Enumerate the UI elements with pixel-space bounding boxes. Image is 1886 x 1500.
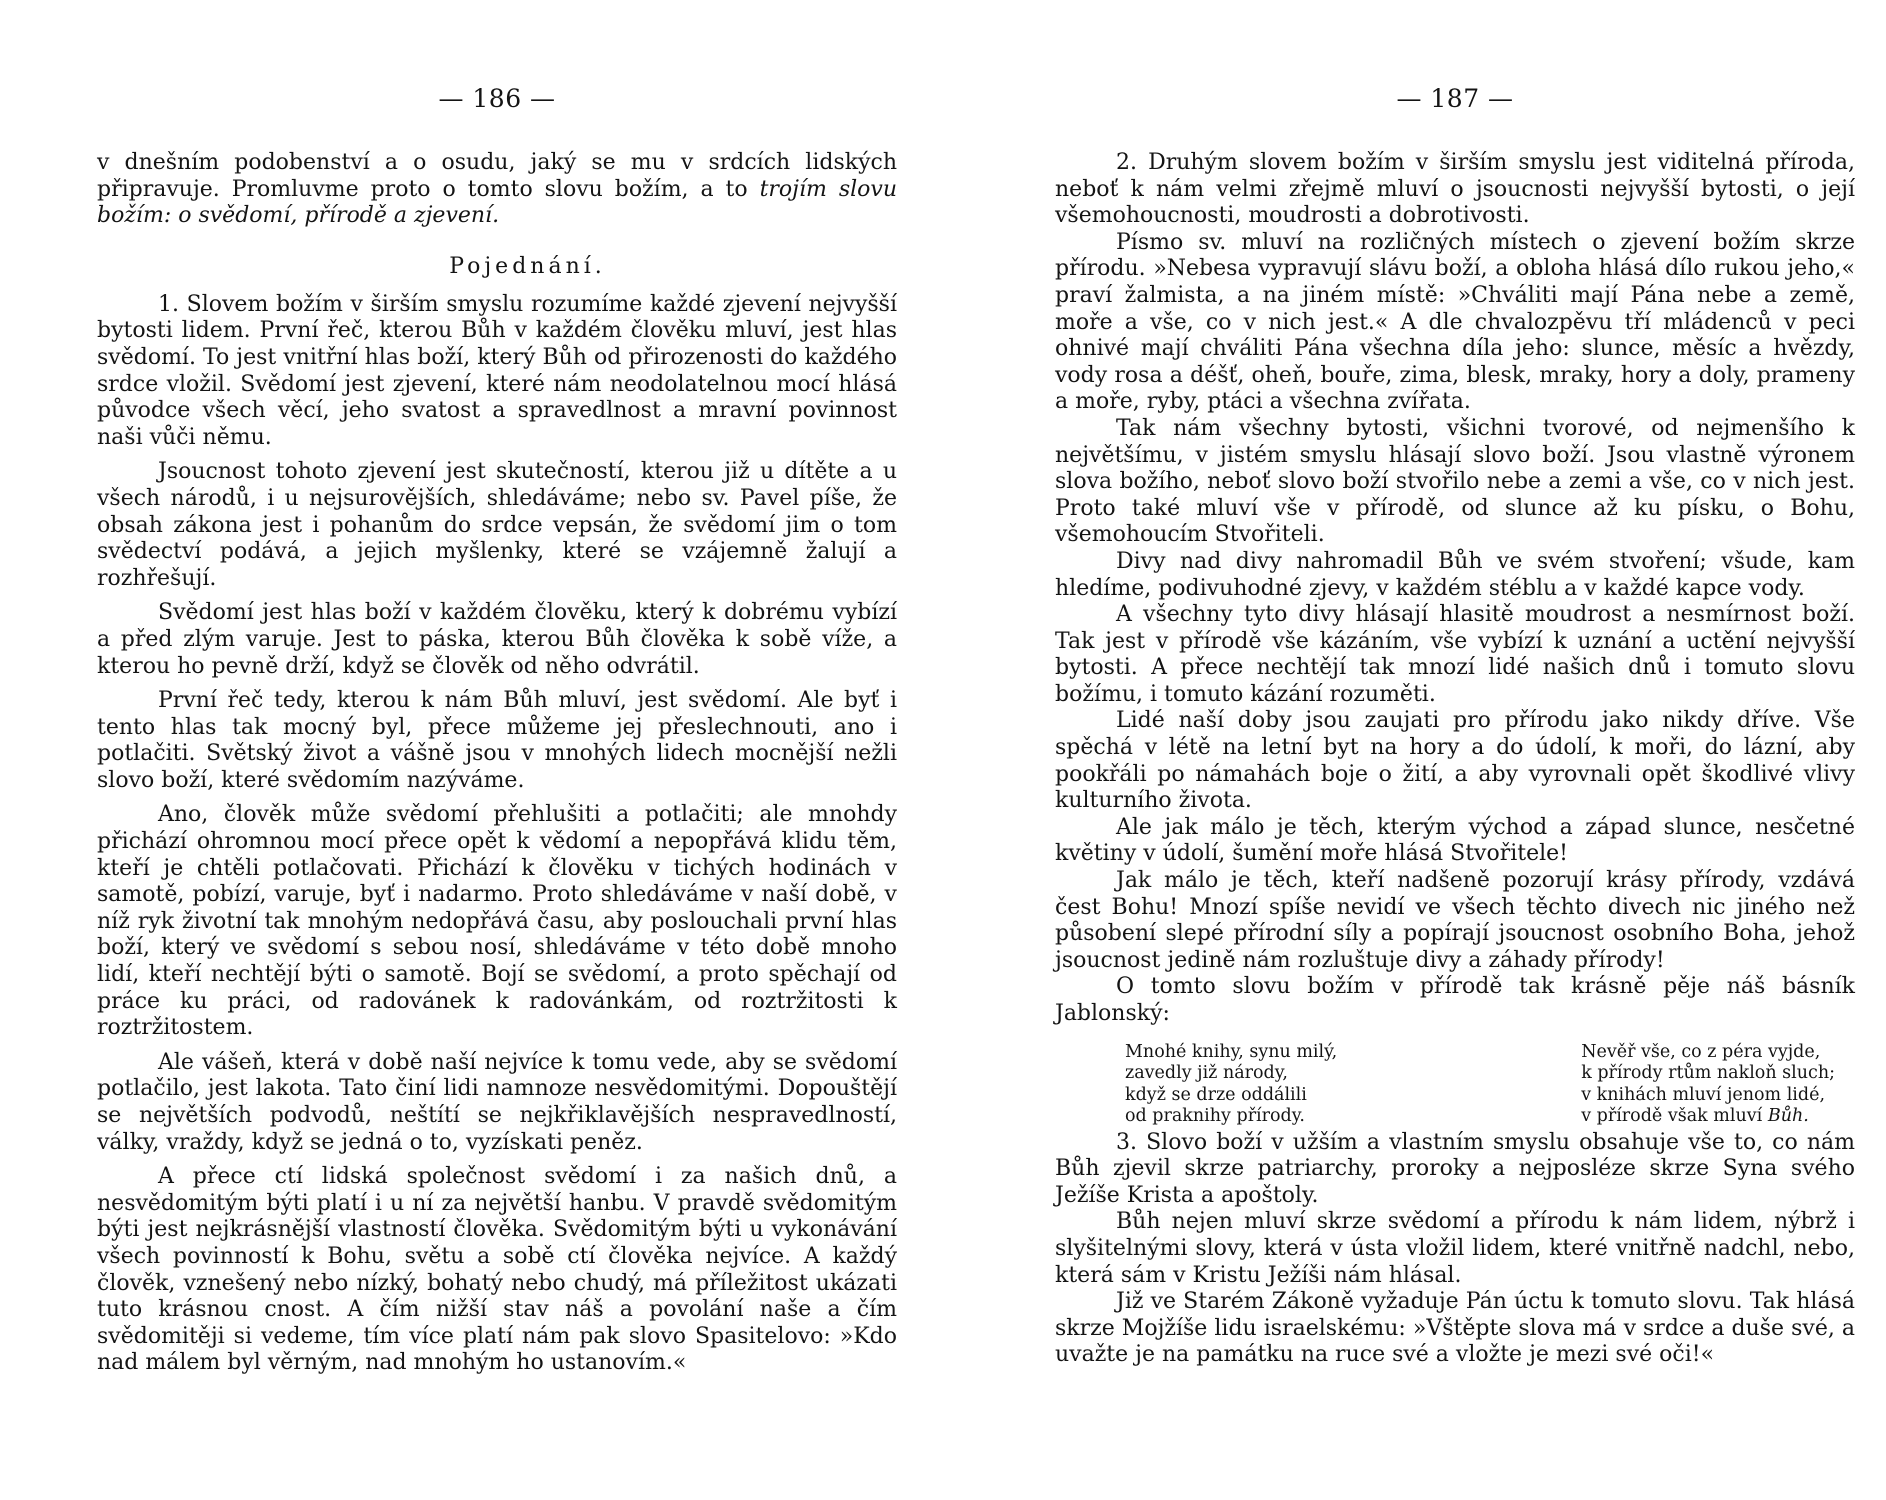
paragraph: Jak málo je těch, kteří nadšeně pozorují krásy přírody, vzdává čest Bohu! Mnozí spíše nevidí ve všech těchto divech nic jiného než působení slepé přírodní síly a popírají jsoucnost osobního Boha, jehož jsoucnost jedině nám rozluštuje divy a záhady přírody! xyxy=(1055,868,1855,973)
paragraph: Ale jak málo je těch, kterým východ a západ slunce, nesčetné květiny v údolí, šumění moře hlásá Stvořitele! xyxy=(1055,814,1855,867)
poem-line: Nevěř vše, co z péra vyjde, xyxy=(1581,1041,1821,1062)
paragraph: O tomto slovu božím v přírodě tak krásně pěje náš básník Jablonský: xyxy=(1055,974,1855,1026)
paragraph: Bůh nejen mluví skrze svědomí a přírodu k nám lidem, nýbrž i slyšitelnými slovy, která v ústa vložil lidem, které vnitřně nadchl, nebo, která sám v Kristu Ježíši nám hlásal. xyxy=(1055,1209,1855,1288)
poem-stanza-right xyxy=(1581,1042,1835,1128)
poem-line: k přírody rtům nakloň sluch; xyxy=(1581,1063,1835,1084)
paragraph: A všechny tyto divy hlásají hlasitě moudrost a nesmírnost boží. Tak jest v přírodě vše kázáním, vše vybízí k uznání a uctění nejvyšší bytosti. A přece nechtějí tak mnozí lidé našich dnů i tomuto slovu božímu, i tomuto kázání rozuměti. xyxy=(1055,602,1855,707)
poem-line: v přírodě však mluví Bůh. xyxy=(1581,1106,1809,1127)
paragraph: A přece ctí lidská společnost svědomí i za našich dnů, a nesvědomitým býti platí i u ní za největší hanbu. V pravdě svědomitým býti jest nejkrásnější vlastností člověka. Svědomitým býti u vykonávání všech povinností k Bohu, světu a sobě ctí člověka nejvíce. A každý člověk, vznešený nebo nízký, bohatý nebo chudý, má příležitost ukázati tuto krásnou cnost. A čím nižší stav náš a povolání naše a čím svědomitěji si vedeme, tím více platí nám pak slovo Spasitelovo: »Kdo nad málem byl věrným, nad mnohým ho ustanovím.« xyxy=(97,1164,897,1376)
poem-stanza-left xyxy=(1125,1042,1337,1128)
left-page xyxy=(97,0,897,1500)
page-number: — 187 — xyxy=(1396,84,1514,113)
poem-line: zavedly již národy, xyxy=(1125,1063,1288,1084)
paragraph: Ano, člověk může svědomí přehlušiti a potlačiti; ale mnohdy přichází ohromnou mocí přece opět k vědomí a nepopřává klidu těm, kteří je chtěli potlačovati. Přichází k člověku v tichých hodinách v samotě, pobízí, varuje, byť i nadarmo. Proto shledáváme v naší době, v níž ryk životní tak mnohým nedopřává času, aby poslouchali první hlas boží, který ve svědomí s sebou nosí, shledáváme v této době mnoho lidí, kteří nechtějí býti o samotě. Bojí se svědomí, a proto spěchají od práce ku práci, od radovánek k radovánkám, od roztržitosti k roztržitostem. xyxy=(97,802,897,1041)
paragraph: 1. Slovem božím v širším smyslu rozumíme každé zjevení nejvyšší bytosti lidem. První řeč, kterou Bůh v každém člověku mluví, jest hlas svědomí. To jest vnitřní hlas boží, který Bůh od přirozenosti do každého srdce vložil. Svědomí jest zjevení, které nám neodolatelnou mocí hlásá původce všech věcí, jeho svatost a spravedlnost a mravní povinnost naši vůči němu. xyxy=(97,291,897,450)
paragraph: Svědomí jest hlas boží v každém člověku, který k dobrému vybízí a před zlým varuje. Jest to páska, kterou Bůh člověka k sobě víže, a kterou ho pevně drží, když se člověk od něho odvrátil. xyxy=(97,600,897,679)
paragraph: Již ve Starém Zákoně vyžaduje Pán úctu k tomuto slovu. Tak hlásá skrze Mojžíše lidu israelskému: »Vštěpte slova má v srdce a duše své, a uvažte je na památku na ruce své a vložte je mezi své oči!« xyxy=(1055,1289,1855,1368)
poem-line: když se drze oddálili xyxy=(1125,1084,1307,1105)
paragraph: Lidé naší doby jsou zaujati pro přírodu jako nikdy dříve. Vše spěchá v létě na letní byt na hory a do údolí, k moři, do lázní, aby pookřáli po námahách boje o žití, a aby vyrovnali opět škodlivé vlivy kulturního života. xyxy=(1055,708,1855,814)
section-heading: Pojednání. xyxy=(449,253,606,279)
paragraph: Divy nad divy nahromadil Bůh ve svém stvoření; všude, kam hledíme, podivuhodné zjevy, v každém stéblu a v každé kapce vody. xyxy=(1055,548,1855,601)
poem-line: Mnohé knihy, synu milý, xyxy=(1125,1041,1338,1062)
paragraph: Jsoucnost tohoto zjevení jest skutečností, kterou již u dítěte a u všech národů, i u nejsurovějších, shledáváme; nebo sv. Pavel píše, že obsah zákona jest i pohanům do srdce vepsán, že svědomí jim o tom svědectví podává, a jejich myšlenky, které se vzájemně žalují a rozhřešují. xyxy=(97,459,897,591)
paragraph: Písmo sv. mluví na rozličných místech o zjevení božím skrze přírodu. »Nebesa vypravují slávu boží, a obloha hlásá dílo rukou jeho,« praví žalmista, a na jiném místě: »Chváliti mají Pána nebe a země, moře a vše, co v nich jest.« A dle chvalozpěvu tří mládenců v peci ohnivé mají chváliti Pána všechna díla jeho: slunce, měsíc a hvězdy, vody rosa a déšť, oheň, bouře, zima, blesk, mraky, hory a doly, prameny a moře, ryby, ptáci a všechna zvířata. xyxy=(1055,229,1855,415)
paragraph: První řeč tedy, kterou k nám Bůh mluví, jest svědomí. Ale byť i tento hlas tak mocný byl, přece můžeme jej přeslechnouti, ano i potlačiti. Světský život a vášně jsou v mnohých lidech mocnější nežli slovo boží, které svědomím nazýváme. xyxy=(97,688,897,793)
poem xyxy=(1125,1042,1835,1128)
paragraph: 2. Druhým slovem božím v širším smyslu jest viditelná příroda, neboť k nám velmi zřejmě mluví o jsoucnosti nejvyšší bytosti, o její všemohoucnosti, moudrosti a dobrotivosti. xyxy=(1055,150,1855,229)
poem-line: v knihách mluví jenom lidé, xyxy=(1581,1084,1826,1105)
poem-line: od praknihy přírody. xyxy=(1125,1106,1305,1127)
paragraph: 3. Slovo boží v užším a vlastním smyslu obsahuje vše to, co nám Bůh zjevil skrze patriarchy, proroky a nejposléze skrze Syna svého Ježíše Krista a apoštoly. xyxy=(1055,1129,1855,1208)
page-text xyxy=(1055,150,1855,1369)
page-number: — 186 — xyxy=(438,84,556,113)
intro-paragraph: v dnešním podobenství a o osudu, jaký se mu v srdcích lidských připravuje. Promluvme proto o tomto slovu božím, a to trojím slovu božím: o svědomí, přírodě a zjevení. xyxy=(97,150,897,229)
paragraph: Ale vášeň, která v době naší nejvíce k tomu vede, aby se svědomí potlačilo, jest lakota. Tato činí lidi namnoze nesvědomitými. Dopouštějí se největších podvodů, neštítí se nejkřiklavějších nespravedlností, války, vraždy, když se jedná o to, vyzískati peněz. xyxy=(97,1049,897,1155)
paragraph: Tak nám všechny bytosti, všichni tvorové, od nejmenšího k největšímu, v jistém smyslu hlásají slovo boží. Jsou vlastně výronem slova božího, neboť slovo boží stvořilo nebe a zemi a vše, co v nich jest. Proto také mluví vše v přírodě, od slunce až ku písku, o Bohu, všemohoucím Stvořiteli. xyxy=(1055,415,1855,548)
page-text xyxy=(97,150,897,1377)
right-page xyxy=(1055,0,1855,1500)
